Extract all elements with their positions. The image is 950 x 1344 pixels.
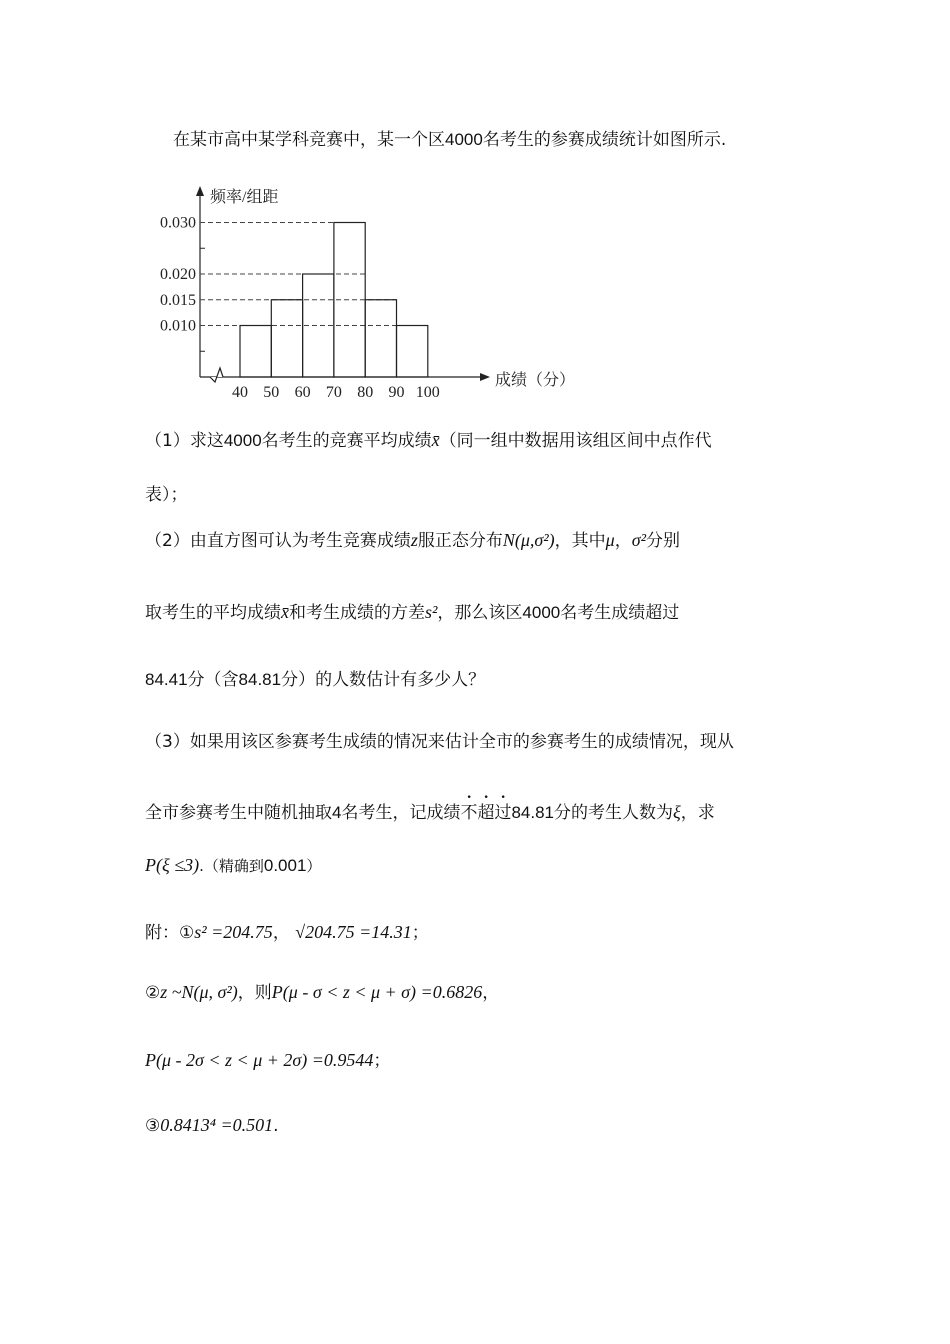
- text-segment: 在某市高中某学科竞赛中，某一个区: [173, 130, 445, 150]
- math-expression: s²: [425, 602, 438, 622]
- y-tick-label: 0.030: [160, 214, 196, 232]
- histogram-chart: [140, 180, 600, 400]
- math-expression: √204.75 =14.31: [295, 922, 412, 942]
- text-segment: 服正态分布: [417, 531, 503, 551]
- text-segment: .: [273, 1116, 279, 1136]
- y-axis-label: 频率/组距: [210, 189, 279, 206]
- math-expression: x̄: [281, 602, 289, 622]
- text-segment: 取考生的平均成绩: [145, 603, 281, 623]
- text-segment: ③: [145, 1116, 161, 1136]
- y-tick-label: 0.015: [160, 291, 196, 309]
- number-text: 84.81: [511, 803, 555, 822]
- x-tick-label: 60: [294, 384, 311, 400]
- math-expression: P(μ - σ < z < μ + σ) =0.6826: [271, 982, 483, 1002]
- y-tick-label: 0.010: [160, 317, 196, 335]
- text-line-12: [145, 1113, 279, 1138]
- text-line-3: [145, 528, 680, 553]
- text-segment: 分别: [645, 531, 680, 551]
- text-segment: （同一组中数据用该组区间中点作代: [439, 431, 712, 451]
- text-segment: ，求: [680, 803, 715, 823]
- text-segment: （1）求这: [145, 431, 224, 451]
- text-line-4: [145, 600, 679, 625]
- x-tick-label: 90: [388, 384, 405, 400]
- x-tick-label: 40: [232, 384, 248, 400]
- x-tick-label: 80: [357, 384, 374, 400]
- text-segment: .（精确到: [199, 857, 264, 875]
- axis-break-mark: [210, 368, 223, 382]
- math-expression: P(μ - 2σ < z < μ + 2σ) =0.9544: [145, 1050, 374, 1070]
- number-text: 4: [332, 803, 342, 822]
- text-segment: 分（含: [187, 670, 239, 690]
- number-text: 84.81: [238, 670, 282, 689]
- math-expression: x̄: [431, 430, 440, 450]
- text-segment: ；: [411, 923, 429, 943]
- text-segment: ，则: [237, 983, 272, 1003]
- text-line-5: [145, 668, 485, 692]
- math-expression: 0.8413⁴ =0.501: [160, 1115, 274, 1135]
- math-expression: σ²: [631, 530, 646, 550]
- number-text: 4000: [223, 431, 262, 450]
- histogram-bar: [271, 300, 302, 377]
- histogram-bar: [365, 300, 396, 377]
- math-expression: P(ξ ≤3): [145, 855, 200, 875]
- text-segment: ，: [272, 923, 296, 943]
- number-text: 84.41: [145, 670, 188, 689]
- text-segment: ，那么该区: [437, 603, 523, 623]
- text-segment: 名考生成绩超过: [560, 603, 680, 623]
- x-tick-label: 50: [263, 384, 280, 400]
- histogram-bar: [240, 326, 271, 378]
- text-segment: ；: [373, 1051, 391, 1071]
- text-line-9: [145, 920, 429, 945]
- text-segment: ，: [614, 531, 632, 551]
- y-tick-label: 0.020: [160, 266, 196, 283]
- histogram-bar: [397, 326, 428, 378]
- number-text: 4000: [522, 603, 561, 622]
- x-tick-label: 100: [415, 384, 440, 400]
- text-segment: 分）的人数估计有多少人？: [281, 670, 486, 690]
- x-axis-arrow: [480, 373, 490, 381]
- math-expression: N(μ,σ²): [502, 530, 555, 550]
- x-axis-label: 成绩（分）: [495, 372, 576, 389]
- text-segment: 表）；: [145, 485, 188, 505]
- text-line-10: [145, 980, 499, 1005]
- text-segment: ）: [306, 857, 322, 875]
- number-text: 4000: [445, 130, 483, 149]
- math-expression: z ~N(μ, σ²): [160, 982, 238, 1002]
- text-segment: 全市参赛考生中随机抽取: [145, 803, 332, 823]
- text-segment: 名考生，记成绩: [341, 803, 461, 823]
- x-tick-label: 70: [325, 384, 342, 400]
- text-segment: 附：①: [145, 923, 195, 943]
- math-expression: μ: [605, 530, 615, 550]
- intro-paragraph: [173, 128, 726, 152]
- text-line-11: [145, 1048, 390, 1073]
- math-expression: s² =204.75: [194, 922, 273, 942]
- text-segment: （2）由直方图可认为考生竞赛成绩: [145, 531, 411, 551]
- text-segment: 名考生的竞赛平均成绩: [261, 431, 432, 451]
- number-text: 0.001: [263, 856, 307, 875]
- text-line-2: [145, 483, 188, 507]
- text-line-1: [145, 428, 712, 453]
- text-segment: 和考生成绩的方差: [289, 603, 425, 623]
- math-expression: z: [410, 530, 418, 550]
- text-segment: （3）如果用该区参赛考生成绩的情况来估计全市的参赛考生的成绩情况，现从: [145, 732, 734, 752]
- text-segment: ，其中: [554, 531, 606, 551]
- text-segment: 名考生的参赛成绩统计如图所示.: [482, 130, 727, 150]
- text-segment: 不超过: [460, 803, 512, 823]
- text-segment: 分的考生人数为: [554, 803, 674, 823]
- math-expression: ξ: [673, 802, 681, 822]
- text-line-6: [145, 730, 734, 754]
- text-line-7: [145, 793, 715, 825]
- y-axis-arrow: [196, 186, 204, 196]
- text-line-8: [145, 853, 321, 878]
- text-segment: ，: [482, 983, 500, 1003]
- text-segment: ②: [145, 983, 161, 1003]
